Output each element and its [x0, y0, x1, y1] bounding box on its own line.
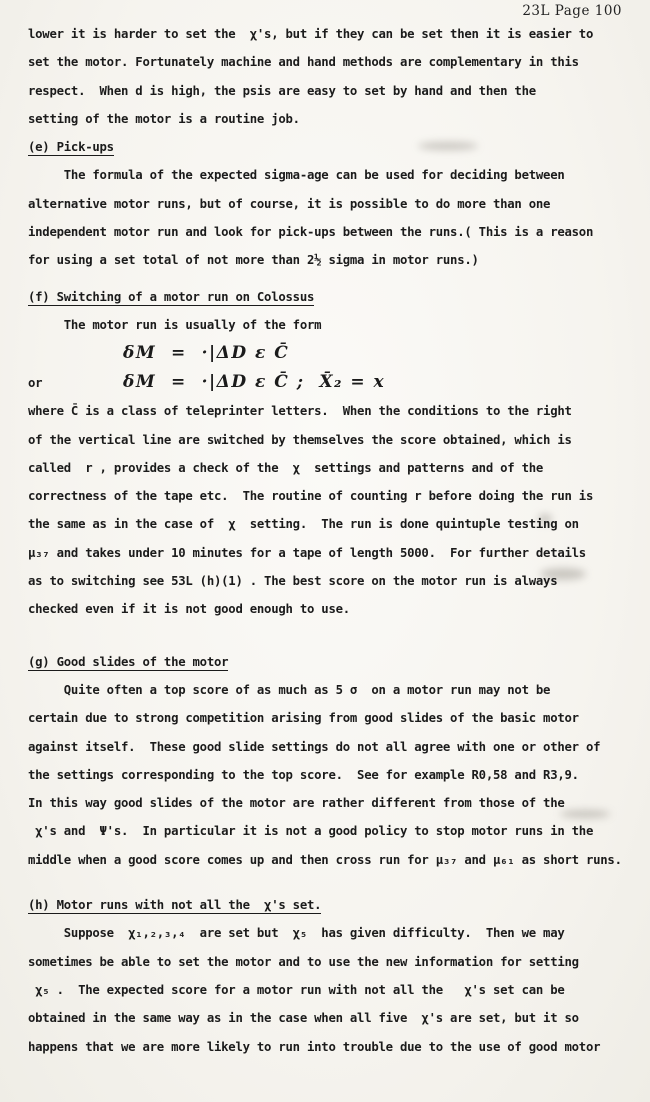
text-line [28, 283, 642, 311]
line-text: as to switching see 53L (h)(1) . The best score on the motor run is always [28, 574, 558, 589]
line-text: obtained in the same way as in the case when all five χ's are set, but it so [28, 1011, 579, 1026]
text-line [28, 339, 642, 368]
text-line [28, 20, 642, 48]
line-text: certain due to strong competition arising from good slides of the basic motor [28, 711, 579, 726]
line-text: respect. When d is high, the psis are easy to set by hand and then the [28, 83, 536, 98]
line-text: lower it is harder to set the χ's, but if they can be set then it is easier to [28, 27, 594, 41]
text-line [28, 190, 642, 218]
line-text: middle when a good score comes up and then cross run for μ₃₇ and μ₆₁ as short runs. [28, 852, 622, 867]
text-line [28, 846, 642, 874]
text-line [28, 1004, 642, 1032]
text-line [28, 567, 642, 595]
line-text: The formula of the expected sigma-age can be used for deciding between [28, 168, 565, 183]
line-text: (e) Pick-ups [28, 140, 114, 155]
line-text: (h) Motor runs with not all the χ's set. [28, 898, 322, 913]
text-line [28, 426, 642, 454]
line-text: δM = ·|ΔD ε C̄ [123, 343, 290, 364]
text-line [28, 761, 642, 789]
text-line [28, 311, 642, 339]
line-text: alternative motor runs, but of course, it is possible to do more than one [28, 196, 551, 211]
text-line [28, 976, 642, 1004]
line-text: for using a set total of not more than 2½ sigma in motor runs.) [28, 253, 479, 268]
text-line [28, 817, 642, 845]
line-text: Suppose χ₁,₂,₃,₄ are set but χ₅ has given difficulty. Then we may [28, 926, 565, 941]
text-line [28, 595, 642, 623]
line-text: the same as in the case of χ setting. The run is done quintuple testing on [28, 517, 579, 532]
text-line [28, 510, 642, 538]
text-line [28, 948, 642, 976]
line-text: happens that we are more likely to run into trouble due to the use of good motor [28, 1039, 601, 1054]
text-line [28, 789, 642, 817]
text-line [28, 368, 642, 397]
text-line [28, 482, 642, 510]
text-line [28, 891, 642, 919]
line-text: correctness of the tape etc. The routine of counting r before doing the run is [28, 489, 594, 504]
line-text: The motor run is usually of the form [28, 317, 322, 332]
line-text: of the vertical line are switched by themselves the score obtained, which is [28, 432, 572, 447]
text-line [28, 454, 642, 482]
line-text: (f) Switching of a motor run on Colossus [28, 289, 315, 304]
line-text: Quite often a top score of as much as 5 σ on a motor run may not be [28, 682, 551, 697]
text-line [28, 246, 642, 274]
line-text: χ's and Ψ's. In particular it is not a good policy to stop motor runs in the [28, 824, 594, 839]
line-text: where C̄ is a class of teleprinter letters. When the conditions to the right [28, 404, 572, 419]
text-line [28, 161, 642, 189]
text-line [28, 133, 642, 161]
text-line [28, 919, 642, 947]
text-line [28, 77, 642, 105]
line-text: χ₅ . The expected score for a motor run with not all the χ's set can be [28, 982, 565, 997]
line-text: against itself. These good slide settings do not all agree with one or other of [28, 739, 601, 754]
document-body [28, 20, 642, 1061]
text-line [28, 105, 642, 133]
line-text: In this way good slides of the motor are rather different from those of the [28, 796, 565, 811]
line-text: set the motor. Fortunately machine and hand methods are complementary in this [28, 55, 579, 70]
line-text: checked even if it is not good enough to use. [28, 602, 350, 617]
text-line [28, 704, 642, 732]
text-line [28, 676, 642, 704]
line-text: sometimes be able to set the motor and to use the new information for setting [28, 954, 579, 969]
text-line [28, 397, 642, 425]
text-line [28, 648, 642, 676]
line-text: independent motor run and look for pick-ups between the runs.( This is a reason [28, 225, 594, 240]
page-header-reference: 23L Page 100 [522, 3, 622, 19]
formula-prefix: or [28, 376, 43, 391]
line-text: called r , provides a check of the χ settings and patterns and of the [28, 460, 544, 475]
text-line [28, 48, 642, 76]
text-line [28, 733, 642, 761]
text-line [28, 1033, 642, 1061]
text-line [28, 539, 642, 567]
text-line [28, 218, 642, 246]
line-text: μ₃₇ and takes under 10 minutes for a tape of length 5000. For further details [28, 545, 586, 560]
line-text: the settings corresponding to the top score. See for example R0,58 and R3,9. [28, 767, 579, 782]
line-text: setting of the motor is a routine job. [28, 111, 300, 126]
line-text: (g) Good slides of the motor [28, 654, 229, 669]
line-text: δM = ·|ΔD ε C̄ ; X̄₂ = x [123, 372, 386, 393]
